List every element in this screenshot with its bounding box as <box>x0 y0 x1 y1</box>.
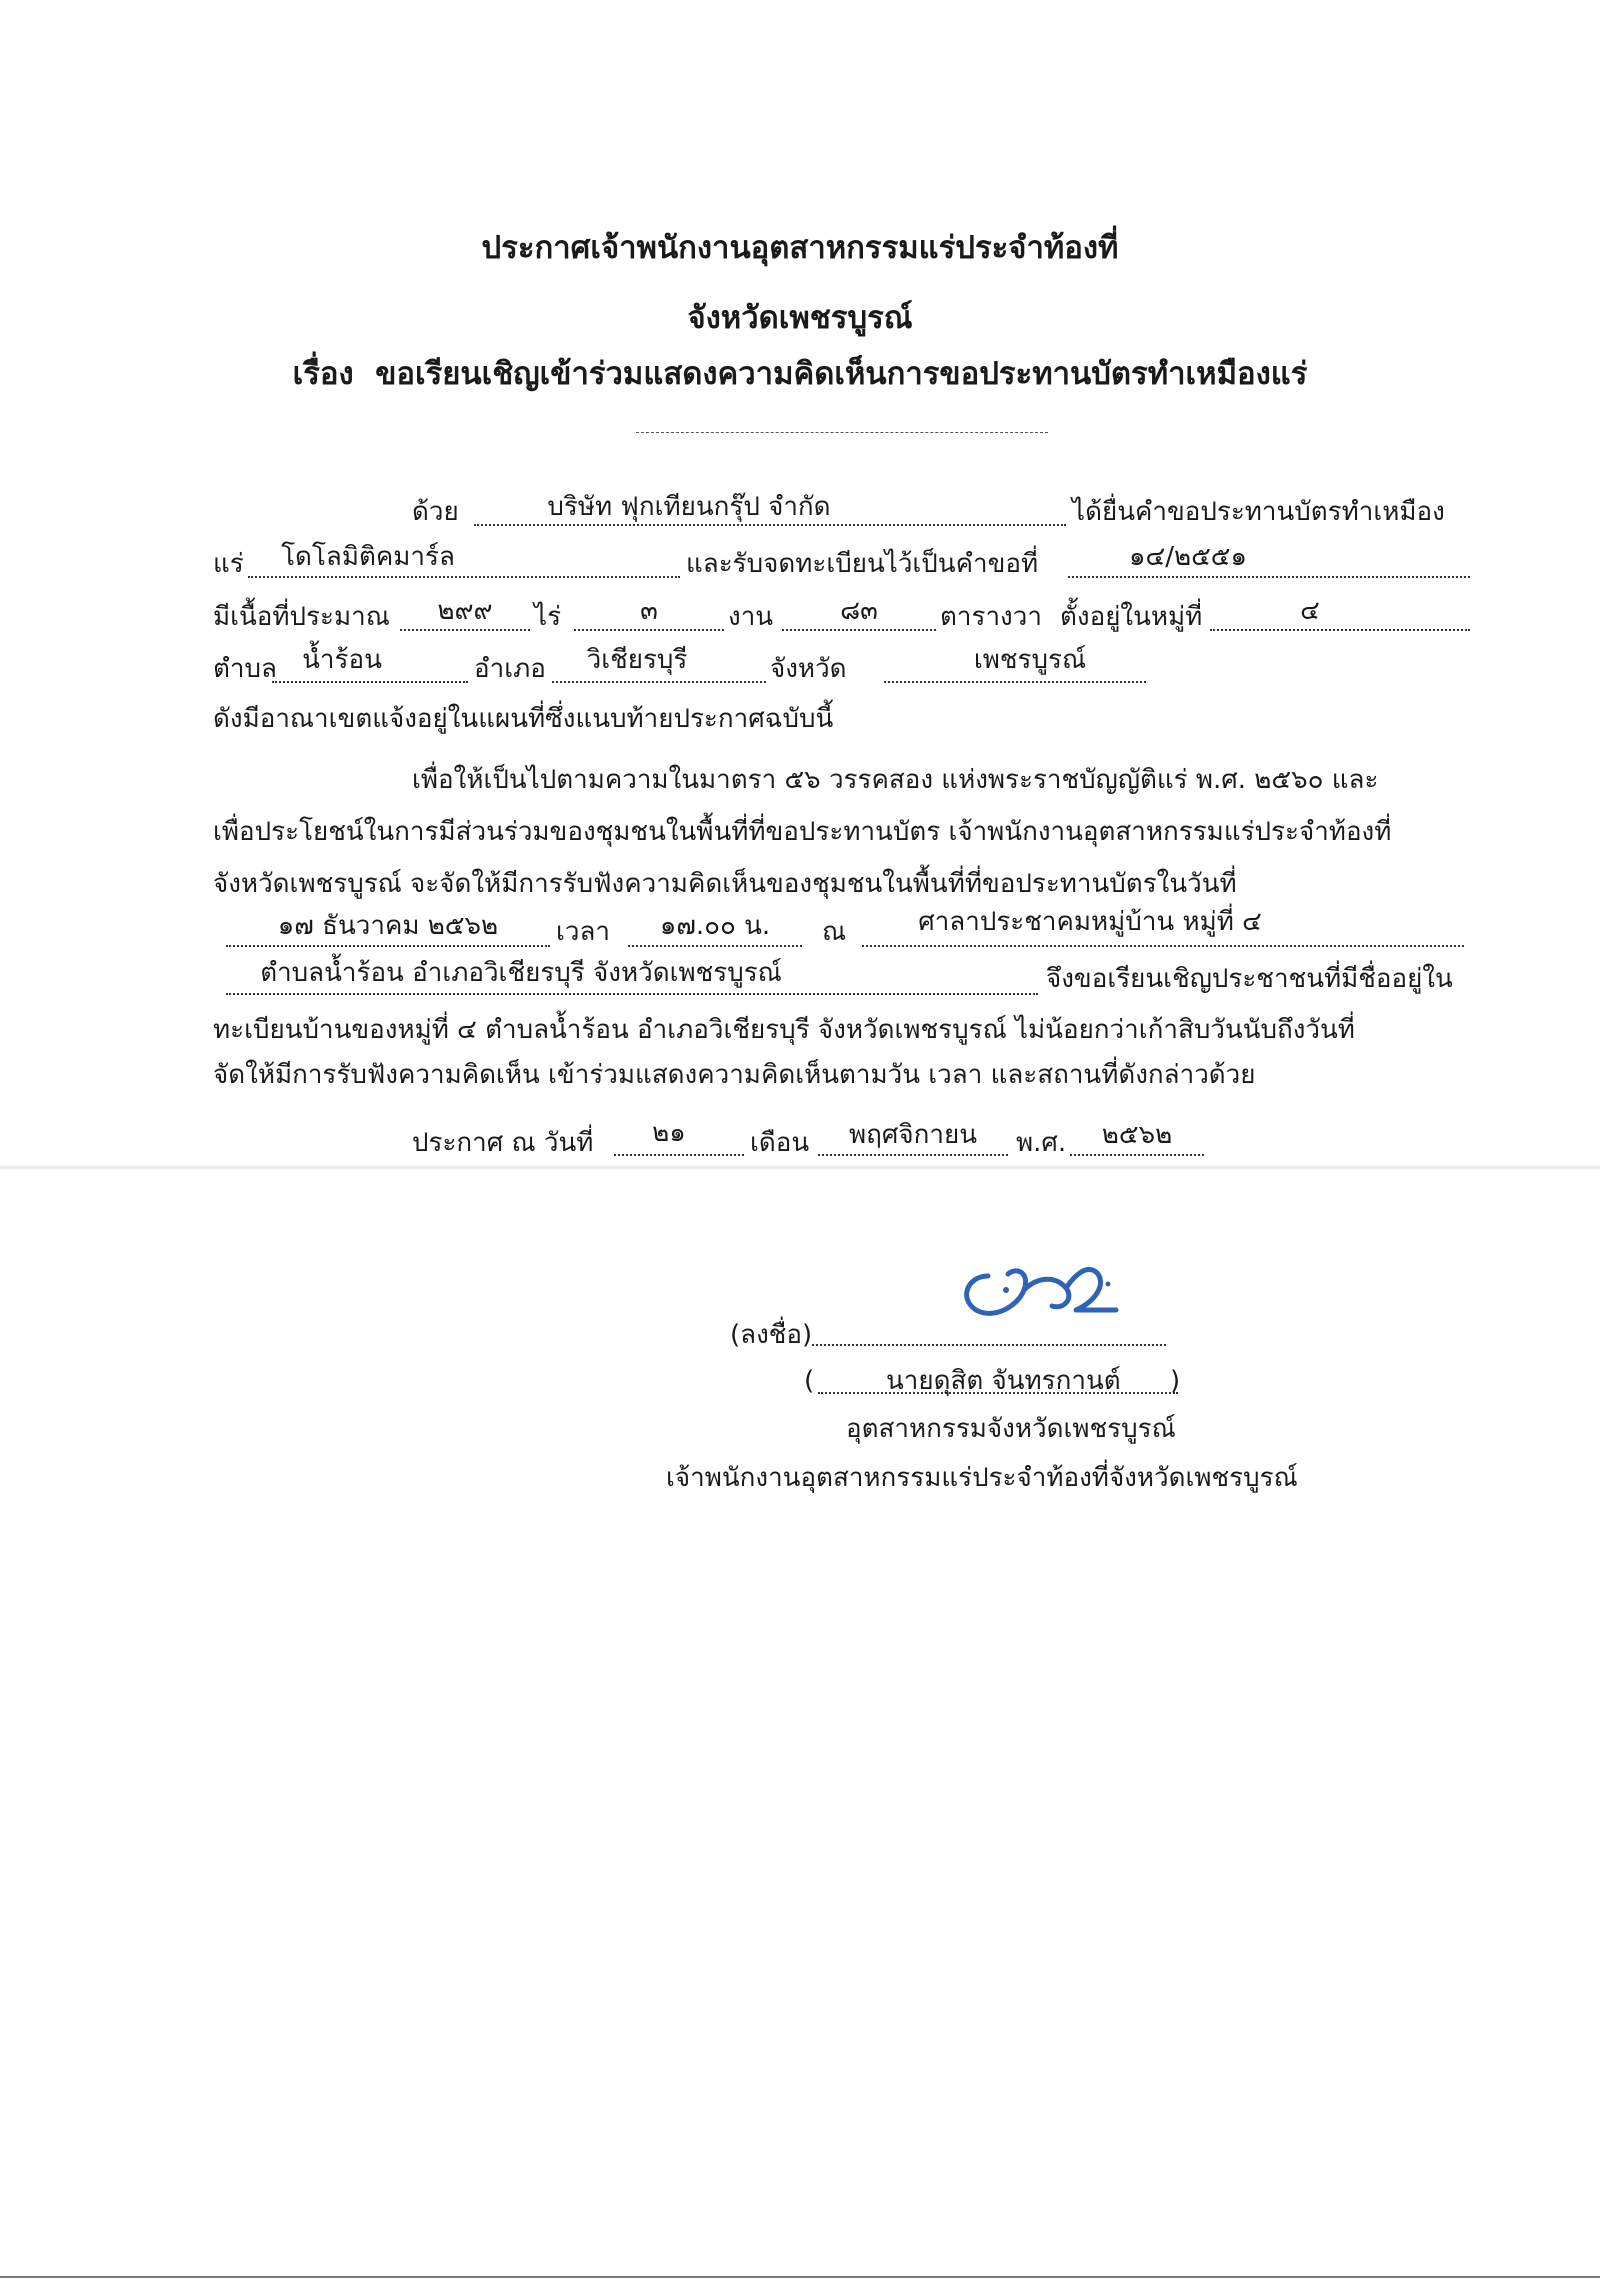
company-dots <box>474 524 1066 526</box>
announce-month-label: เดือน <box>750 1128 810 1158</box>
announce-month: พฤศจิกายน <box>849 1120 977 1150</box>
rai-value: ๒๙๙ <box>437 596 493 626</box>
village-no: ๔ <box>1300 596 1320 626</box>
announce-year-label: พ.ศ. <box>1016 1128 1067 1158</box>
registered-text: และรับจดทะเบียนไว้เป็นคำขอที่ <box>686 549 1039 579</box>
para-line-7: จัดให้มีการรับฟังความคิดเห็น เข้าร่วมแสดงความคิดเห็นตามวัน เวลา และสถานที่ดังกล่าวด้วย <box>213 1060 1256 1090</box>
time-label: เวลา <box>556 917 611 947</box>
submitted-text: ได้ยื่นคำขอประทานบัตรทำเหมือง <box>1072 497 1445 527</box>
paper-fold <box>0 1164 1600 1170</box>
subdistrict-label: ตำบล <box>213 654 277 684</box>
subject-line <box>0 348 1600 398</box>
announce-year-dots <box>1070 1154 1204 1156</box>
para-line-6: ทะเบียนบ้านของหมู่ที่ ๔ ตำบลน้ำร้อน อำเภอวิเชียรบุรี จังหวัดเพชรบูรณ์ ไม่น้อยกว่าเก้าสิบวันนับถึงวันที่ <box>213 1015 1355 1045</box>
announce-label: ประกาศ ณ วันที่ <box>412 1128 594 1158</box>
signer-name: นายดุสิต จันทรกานต์ <box>886 1366 1121 1396</box>
company-name: บริษัท ฟุกเทียนกรุ๊ป จำกัด <box>547 492 831 522</box>
rai-label: ไร่ <box>534 602 562 632</box>
district-label: อำเภอ <box>474 654 546 684</box>
hearing-date: ๑๗ ธันวาคม ๒๕๖๒ <box>277 911 499 941</box>
hearing-place: ศาลาประชาคมหมู่บ้าน หมู่ที่ ๔ <box>918 907 1262 937</box>
province-label: จังหวัด <box>770 654 847 684</box>
subject-text: ขอเรียนเชิญเข้าร่วมแสดงความคิดเห็นการขอประทานบัตรทำเหมืองแร่ <box>375 356 1308 392</box>
signer-position-2: เจ้าพนักงานอุตสาหกรรมแร่ประจำท้องที่จังหวัดเพชรบูรณ์ <box>666 1463 1298 1493</box>
title-separator <box>636 432 1048 433</box>
ngan-value: ๓ <box>640 596 658 626</box>
subdistrict-value: น้ำร้อน <box>302 645 382 675</box>
ngan-dots <box>574 629 724 631</box>
sign-dots <box>812 1344 1166 1346</box>
hearing-place-dots <box>862 945 1464 947</box>
para-line-1: เพื่อให้เป็นไปตามความในมาตรา ๕๖ วรรคสอง แห่งพระราชบัญญัติแร่ พ.ศ. ๒๕๖๐ และ <box>412 765 1379 795</box>
hearing-location: ตำบลน้ำร้อน อำเภอวิเชียรบุรี จังหวัดเพชรบูรณ์ <box>260 958 782 988</box>
name-close-paren: ) <box>1170 1366 1181 1396</box>
by-label: ด้วย <box>412 497 459 527</box>
announce-day: ๒๑ <box>652 1118 686 1148</box>
subject-label: เรื่อง <box>292 356 354 392</box>
request-no-dots <box>1068 576 1470 578</box>
subdistrict-dots <box>272 681 468 683</box>
invite-text: จึงขอเรียนเชิญประชาชนที่มีชื่ออยู่ใน <box>1046 964 1453 994</box>
signature-mark <box>948 1240 1148 1330</box>
hearing-location-dots <box>226 993 1038 995</box>
mineral-value: โดโลมิติคมาร์ล <box>281 542 455 572</box>
request-no: ๑๔/๒๕๕๑ <box>1129 542 1247 572</box>
province-dots <box>884 681 1146 683</box>
wa-label: ตารางวา <box>940 602 1042 632</box>
village-label: ตั้งอยู่ในหมู่ที่ <box>1060 602 1203 632</box>
mineral-label: แร่ <box>213 549 244 579</box>
district-value: วิเชียรบุรี <box>586 645 688 675</box>
ngan-label: งาน <box>728 602 774 632</box>
province-value: เพชรบูรณ์ <box>973 645 1087 675</box>
wa-value: ๘๓ <box>840 596 878 626</box>
para-line-2: เพื่อประโยชน์ในการมีส่วนร่วมของชุมชนในพื้นที่ที่ขอประทานบัตร เจ้าพนักงานอุตสาหกรรมแร่ประจำท้องที่ <box>213 817 1392 847</box>
announce-month-dots <box>818 1154 1008 1156</box>
hearing-date-dots <box>226 945 550 947</box>
signer-position-1: อุตสาหกรรมจังหวัดเพชรบูรณ์ <box>846 1414 1176 1444</box>
title-line-1: ประกาศเจ้าพนักงานอุตสาหกรรมแร่ประจำท้องที่ <box>481 230 1119 266</box>
name-open-paren: ( <box>804 1366 815 1396</box>
hearing-time: ๑๗.๐๐ น. <box>659 911 771 941</box>
para-line-3: จังหวัดเพชรบูรณ์ จะจัดให้มีการรับฟังความคิดเห็นของชุมชนในพื้นที่ที่ขอประทานบัตรในวันที่ <box>213 869 1237 899</box>
hearing-time-dots <box>628 945 802 947</box>
district-dots <box>552 681 766 683</box>
announce-day-dots <box>614 1154 744 1156</box>
mineral-dots <box>248 576 680 578</box>
at-label: ณ <box>822 917 847 947</box>
title-line-2: จังหวัดเพชรบูรณ์ <box>687 300 913 336</box>
map-text: ดังมีอาณาเขตแจ้งอยู่ในแผนที่ซึ่งแนบท้ายประกาศฉบับนี้ <box>213 704 834 734</box>
rai-dots <box>400 629 530 631</box>
sign-label: (ลงชื่อ) <box>730 1320 813 1350</box>
village-dots <box>1210 629 1470 631</box>
area-label: มีเนื้อที่ประมาณ <box>213 602 390 632</box>
wa-dots <box>782 629 936 631</box>
announce-year: ๒๕๖๒ <box>1101 1120 1173 1150</box>
page-bottom-edge <box>0 2276 1600 2278</box>
